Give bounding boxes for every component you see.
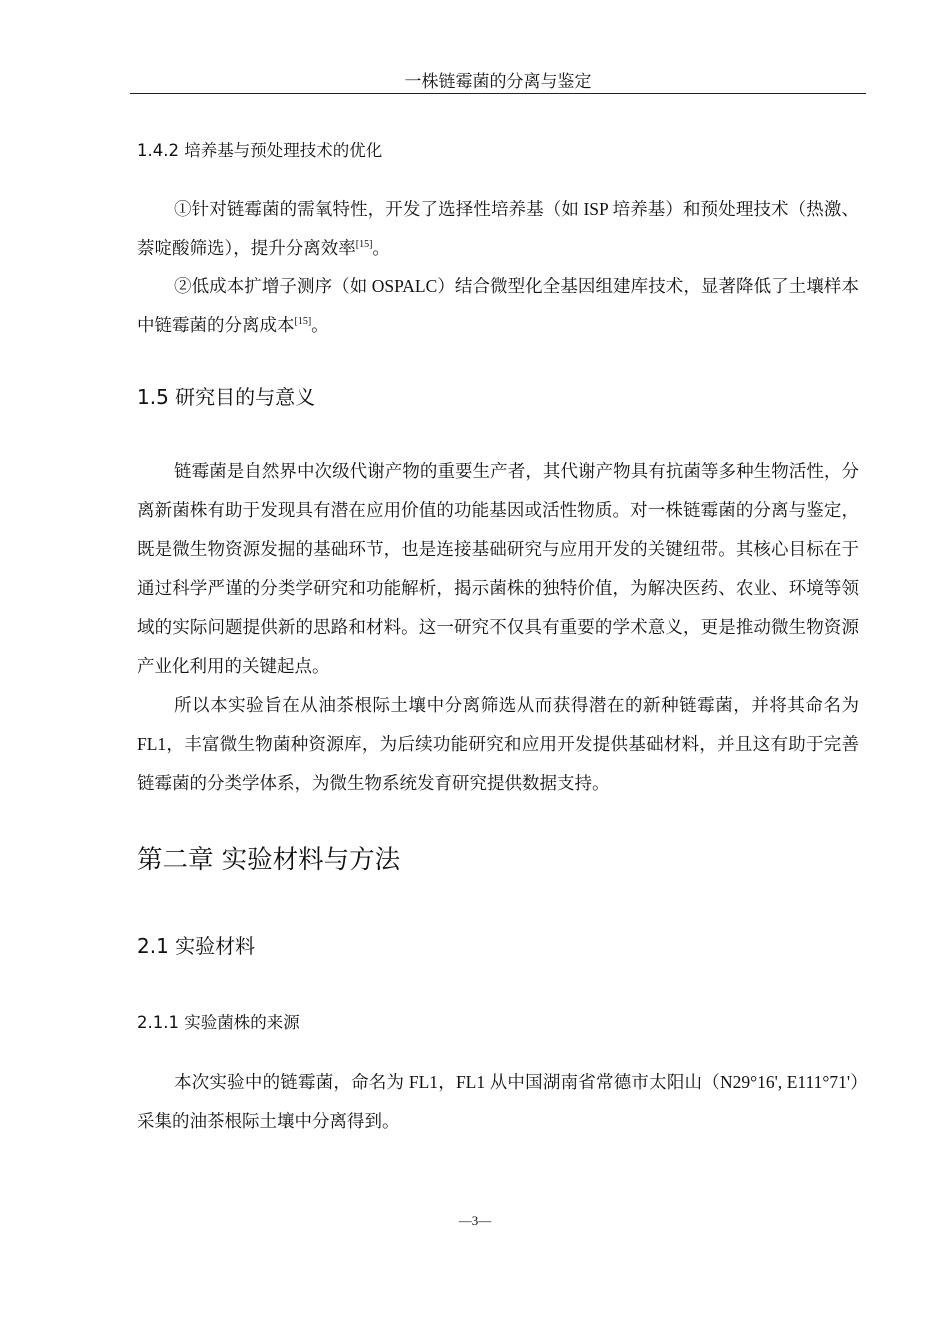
heading-2-1: 2.1 实验材料 <box>137 934 256 958</box>
paragraph-1-4-2-second <box>137 267 859 345</box>
paragraph-text: ①针对链霉菌的需氧特性，开发了选择性培养基（如 ISP 培养基）和预处理技术（热激、萘啶酸筛选），提升分离效率 <box>137 199 859 258</box>
page-number: —3— <box>458 1213 492 1228</box>
paragraph-1-4-2-first <box>137 190 859 268</box>
header-rule <box>130 93 866 94</box>
paragraph-end: 。 <box>311 315 329 335</box>
citation-ref: [15] <box>294 316 312 327</box>
paragraph-2-1-1: 本次实验中的链霉菌，命名为 FL1，FL1 从中国湖南省常德市太阳山（N29°16', E111°71'）采集的油茶根际土壤中分离得到。 <box>137 1072 859 1131</box>
running-header: 一株链霉菌的分离与鉴定 <box>404 72 592 91</box>
paragraph-text: ②低成本扩增子测序（如 OSPALC）结合微型化全基因组建库技术，显著降低了土壤样本中链霉菌的分离成本 <box>137 276 859 335</box>
paragraph-1-5-second: 所以本实验旨在从油茶根际土壤中分离筛选从而获得潜在的新种链霉菌，并将其命名为 FL1，丰富微生物菌种资源库，为后续功能研究和应用开发提供基础材料，并且这有助于完善链霉菌的分类学体系，为微生物系统发育研究提供数据支持。 <box>137 695 859 793</box>
citation-ref: [15] <box>355 239 373 250</box>
heading-1-5: 1.5 研究目的与意义 <box>137 385 316 409</box>
paragraph-1-5-first: 链霉菌是自然界中次级代谢产物的重要生产者，其代谢产物具有抗菌等多种生物活性，分离新菌株有助于发现具有潜在应用价值的功能基因或活性物质。对一株链霉菌的分离与鉴定，既是微生物资源发掘的基础环节，也是连接基础研究与应用开发的关键纽带。其核心目标在于通过科学严谨的分类学研究和功能解析，揭示菌株的独特价值，为解决医药、农业、环境等领域的实际问题提供新的思路和材料。这一研究不仅具有重要的学术意义，更是推动微生物资源产业化利用的关键起点。 <box>137 461 859 676</box>
chapter-2-heading: 第二章 实验材料与方法 <box>137 845 401 875</box>
paragraph-end: 。 <box>372 238 390 258</box>
heading-2-1-1: 2.1.1 实验菌株的来源 <box>137 1013 300 1032</box>
heading-1-4-2: 1.4.2 培养基与预处理技术的优化 <box>137 141 383 160</box>
